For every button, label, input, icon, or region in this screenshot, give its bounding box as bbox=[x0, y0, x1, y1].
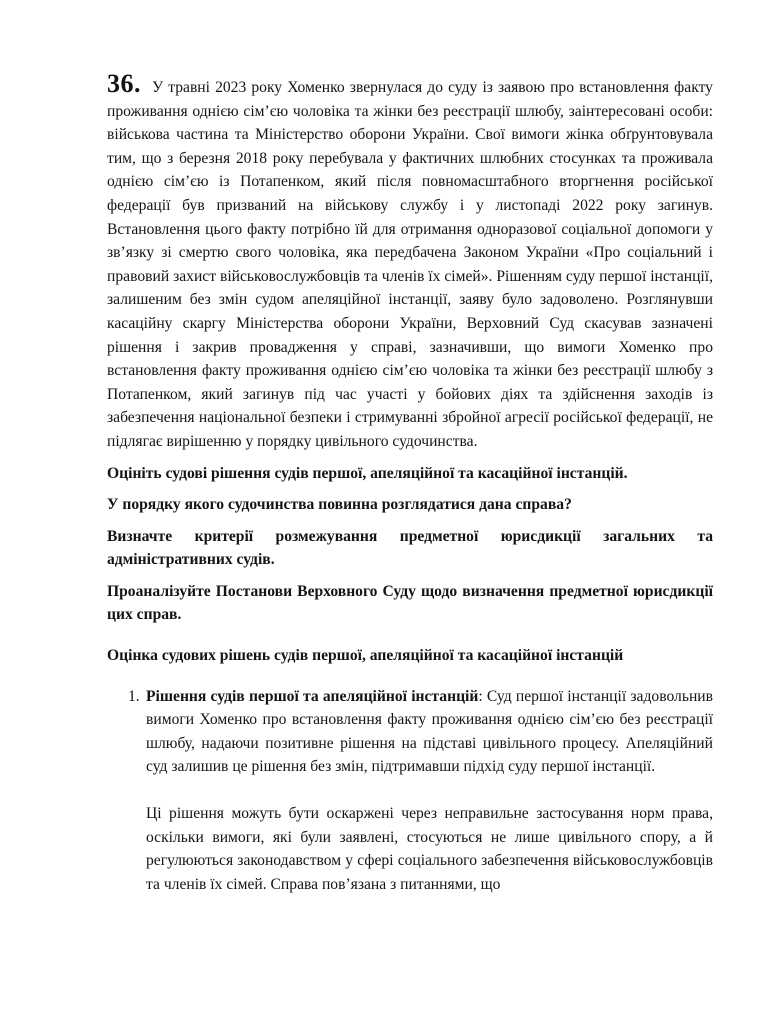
question-2: У порядку якого судочинства повинна розглядатися дана справа? bbox=[107, 496, 572, 514]
list-item bbox=[107, 685, 713, 897]
answer-list bbox=[107, 685, 713, 897]
task-number: 36. bbox=[107, 69, 141, 98]
document-page bbox=[107, 69, 713, 896]
list-item-paragraph-1 bbox=[146, 685, 713, 779]
task-body: У травні 2023 року Хоменко звернулася до суду із заявою про встановлення факту проживання однією сім’єю чоловіка та жінки без реєстрації шлюбу, заінтересовані особи: військова частина та Міністерство оборони України. Свої вимоги жінка обґрунтовувала тим, що з березня 2018 року перебувала у фактичних шлюбних стосунках та проживала однією сім’єю із Потапенком, який після повномасштабного вторгнення російської федерації був призваний на військову службу і у листопаді 2022 року загинув. Встановлення цього факту потрібно їй для отримання одноразової соціальної допомоги у зв’язку зі смертю свого чоловіка, яка передбачена Законом України «Про соціальний і правовий захист військовослужбовців та членів їх сімей». Рішенням суду першої інстанції, залишеним без змін судом апеляційної інстанції, заяву було задоволено. Розглянувши касаційну скаргу Міністерства оборони України, Верховний Суд скасував зазначені рішення і закрив провадження у справі, зазначивши, що вимоги Хоменко про встановлення факту проживання однією сім’єю чоловіка та жінки без реєстрації шлюбу з Потапенком, який загинув під час участі у бойових діях та здійснення заходів із забезпечення національної безпеки і стримуванні збройної агресії російської федерації, не підлягає вирішенню у порядку цивільного судочинства. bbox=[107, 79, 713, 450]
list-item-text: : Суд першої інстанції задовольнив вимоги Хоменко про встановлення факту проживання однією сім’єю без реєстрації шлюбу, надаючи позитивне рішення на підставі цивільного процесу. Апеляційний суд залишив це рішення без змін, підтримавши підхід суду першої інстанції. bbox=[146, 687, 713, 776]
list-item-number: 1. bbox=[128, 687, 140, 705]
list-item-lead: Рішення судів першої та апеляційної інстанцій bbox=[146, 687, 479, 705]
answer-heading: Оцінка судових рішень судів першої, апеляційної та касаційної інстанцій bbox=[107, 647, 624, 665]
question-4: Проаналізуйте Постанови Верховного Суду щодо визначення предметної юрисдикції цих справ. bbox=[107, 582, 713, 624]
question-3: Визначте критерії розмежування предметної юрисдикції загальних та адміністративних судів. bbox=[107, 527, 713, 569]
task-paragraph bbox=[107, 69, 713, 454]
question-1: Оцініть судові рішення судів першої, апеляційної та касаційної інстанцій. bbox=[107, 464, 628, 482]
list-item-paragraph-2: Ці рішення можуть бути оскаржені через неправильне застосування норм права, оскільки вимоги, які були заявлені, стосуються не лише цивільного спору, а й регулюються законодавством у сфері соціального забезпечення військовослужбовців та членів їх сімей. Справа пов’язана з питаннями, що bbox=[146, 805, 713, 893]
